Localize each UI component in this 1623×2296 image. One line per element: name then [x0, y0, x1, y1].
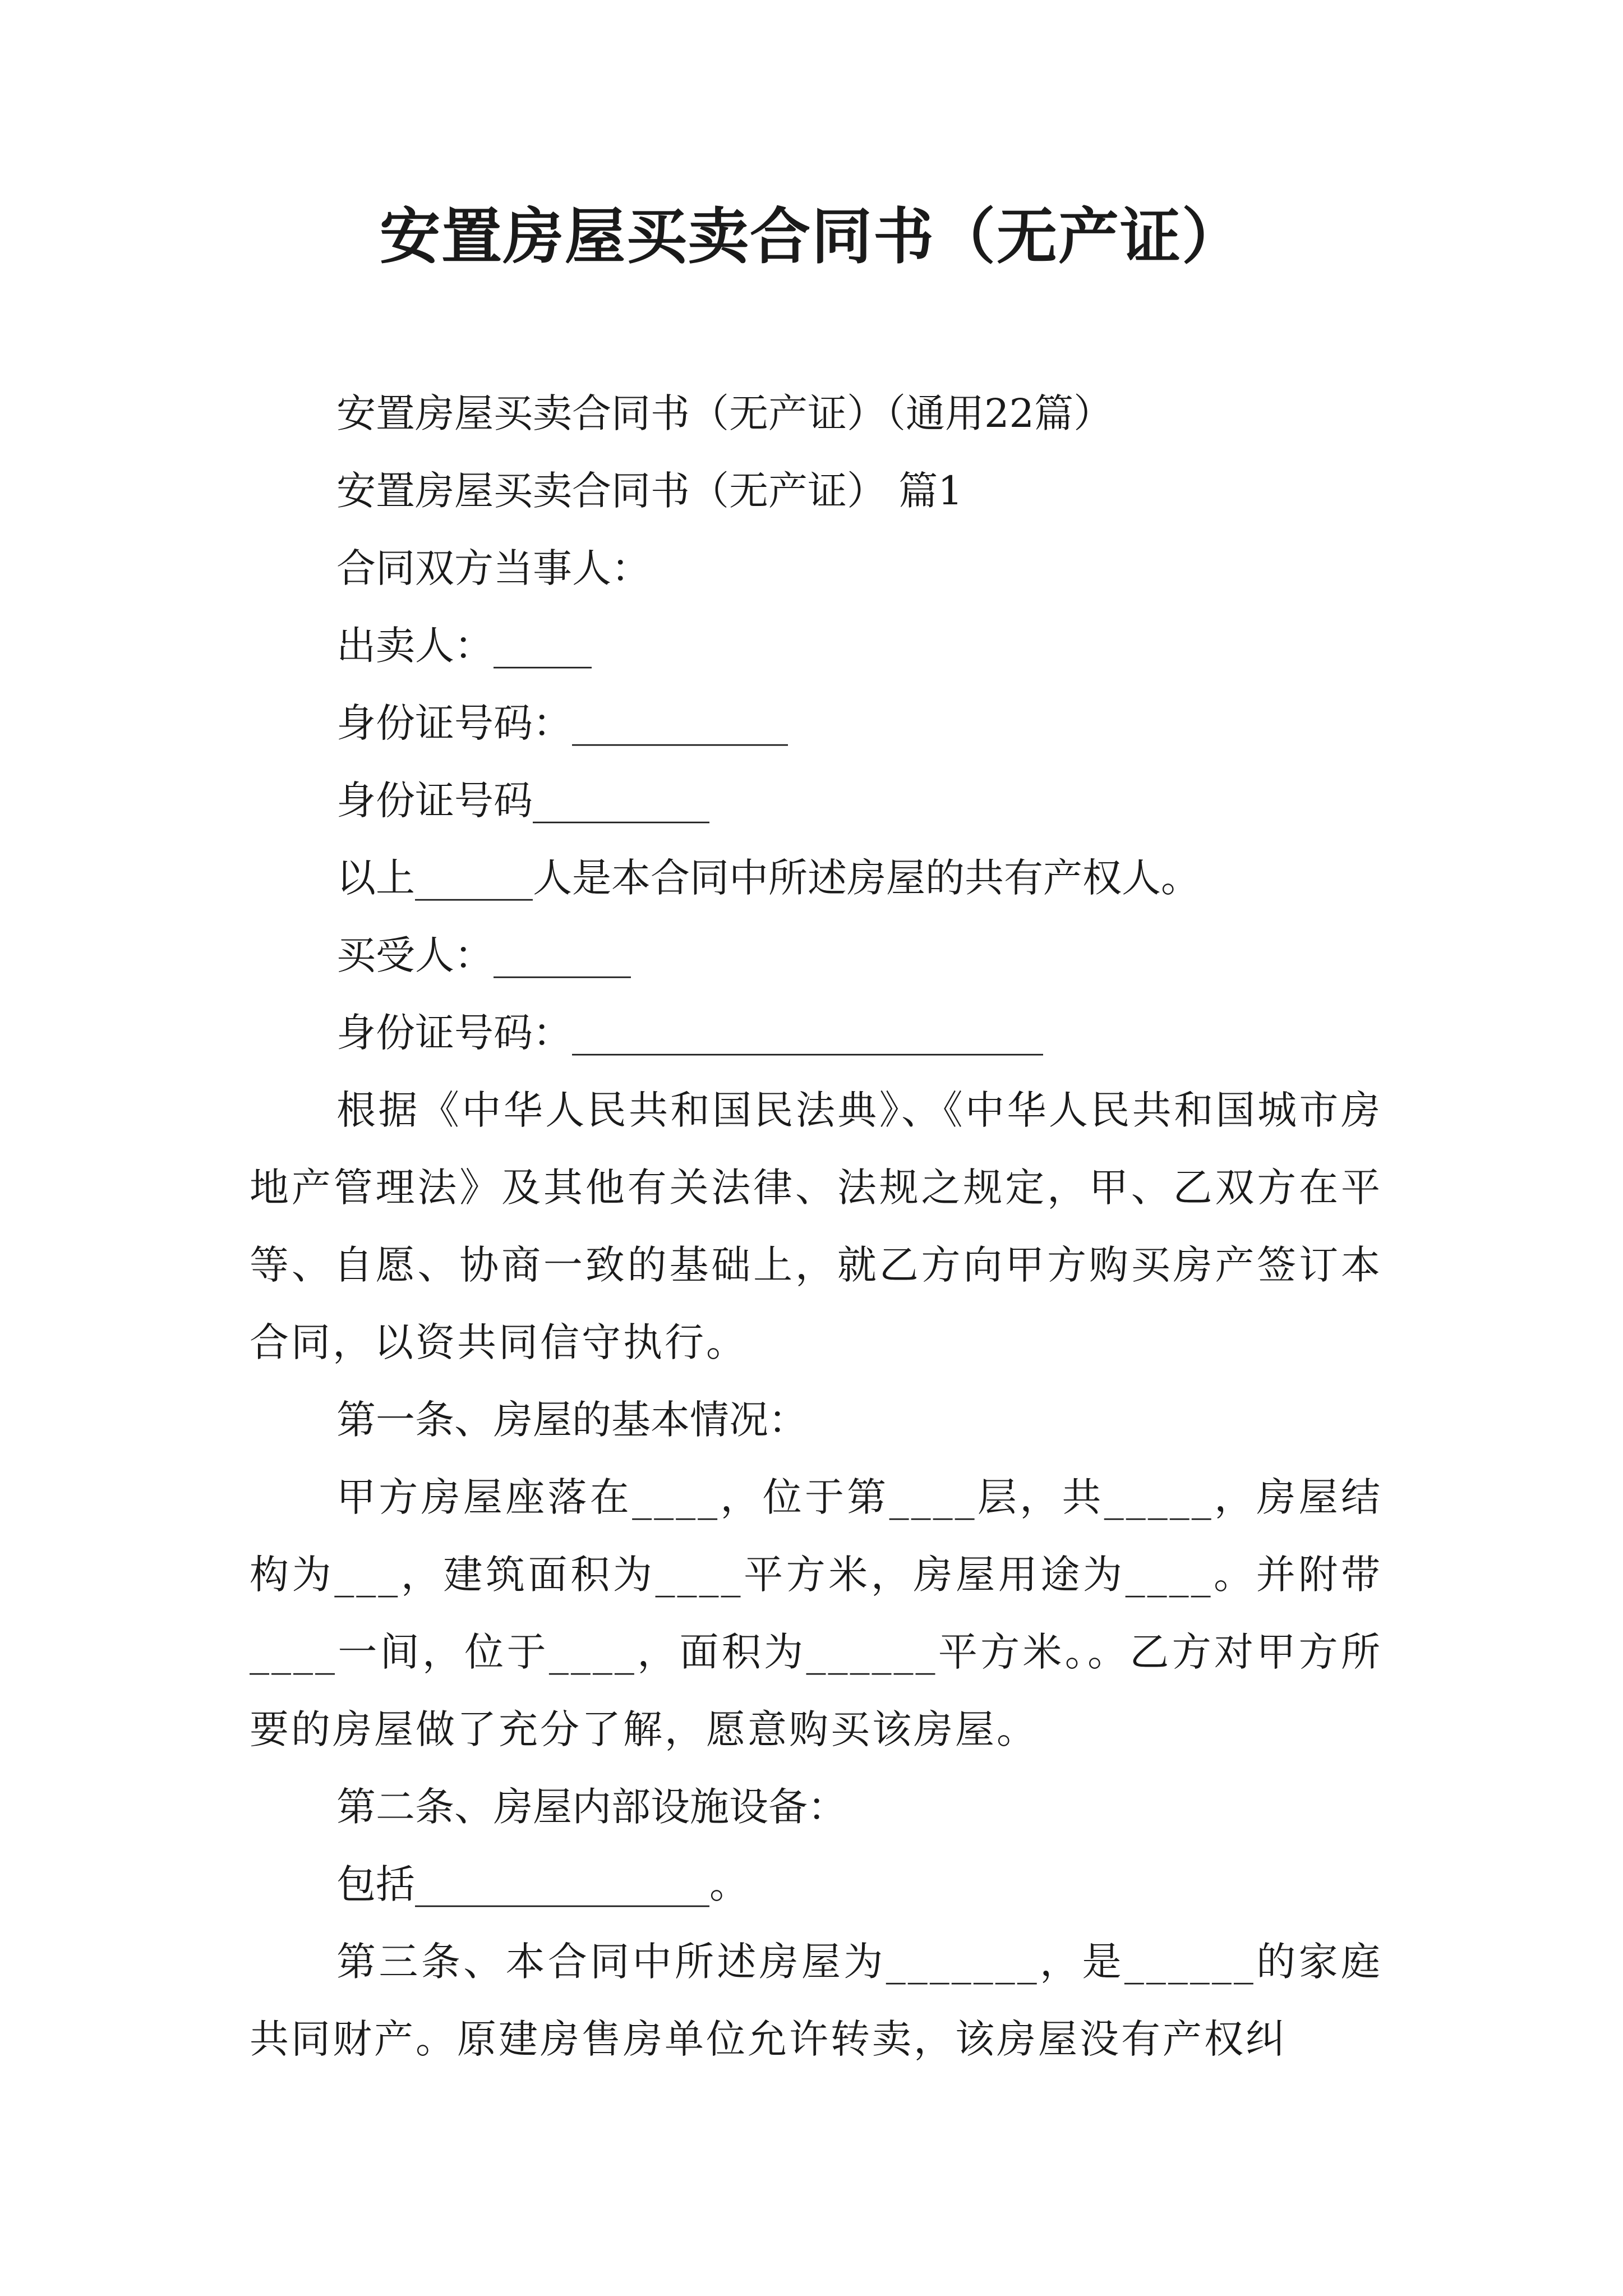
article-2-heading: 第二条、房屋内部设施设备：: [336, 1784, 847, 1830]
chapter-heading: 安置房屋买卖合同书（无产证） 篇1: [336, 468, 963, 514]
seller-id-line-2: 身份证号码_________: [336, 777, 709, 823]
seller-line: 出卖人：_____: [336, 623, 592, 669]
buyer-id-line: 身份证号码：________________________: [336, 1010, 1043, 1056]
article-2-paragraph: 包括_______________。: [336, 1861, 749, 1907]
seller-id-line: 身份证号码：___________: [336, 700, 788, 746]
co-owners-line: 以上______人是本合同中所述房屋的共有产权人。: [336, 855, 1200, 901]
article-1-heading: 第一条、房屋的基本情况：: [336, 1397, 808, 1443]
subtitle-line: 安置房屋买卖合同书（无产证）（通用22篇）: [336, 390, 1113, 436]
parties-heading: 合同双方当事人：: [336, 545, 651, 591]
article-1-paragraph: 甲方房屋座落在____，位于第____层，共_____，房屋结构为___，建筑面积为____平方米，房屋用途为____。并附带____一间，位于____，面积为______平方米。。乙方对甲方所要的房屋做了充分了解，愿意购买该房屋。: [250, 1474, 1382, 1752]
legal-basis-paragraph: 根据《中华人民共和国民法典》、《中华人民共和国城市房地产管理法》及其他有关法律、法规之规定，甲、乙双方在平等、自愿、协商一致的基础上，就乙方向甲方购买房产签订本合同，以资共同信守执行。: [250, 1087, 1382, 1365]
article-3-paragraph: 第三条、本合同中所述房屋为_______，是______的家庭共同财产。原建房售房单位允许转卖，该房屋没有产权纠: [250, 1939, 1382, 2062]
document-body: [250, 375, 1382, 2078]
buyer-line: 买受人：_______: [336, 932, 631, 978]
document-title: 安置房屋买卖合同书（无产证）: [379, 201, 1243, 272]
